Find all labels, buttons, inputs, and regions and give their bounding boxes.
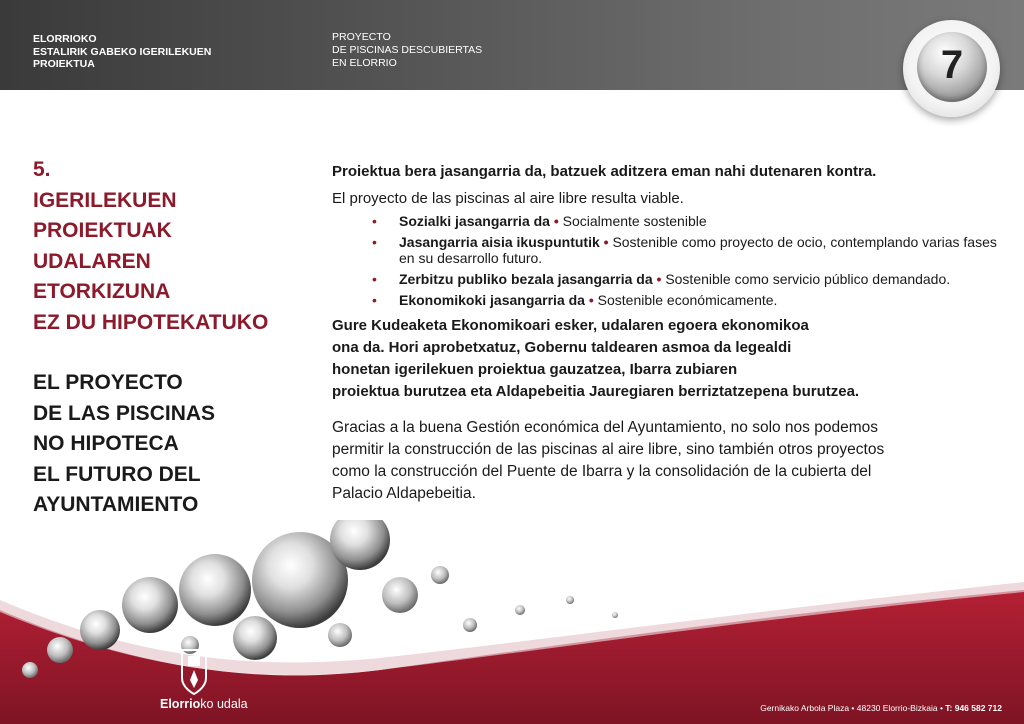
lead-bold: Proiektua bera jasangarria da, batzuek aditzera eman nahi dutenaren kontra. — [332, 163, 877, 180]
paragraph-line: como la construcción del Puente de Ibarra y la consolidación de la cubierta del — [332, 463, 872, 480]
page-number-badge — [903, 20, 1000, 117]
title-line: PROIEKTUAK — [33, 219, 172, 242]
section-title-spanish — [33, 368, 215, 521]
list-item — [332, 213, 1002, 229]
separator-dot: • — [656, 271, 666, 287]
title-line: IGERILEKUEN — [33, 188, 177, 212]
bullet-icon: • — [372, 234, 377, 250]
bubble — [80, 610, 120, 650]
bubble — [431, 566, 449, 584]
paragraph-line: proiektua burutzea eta Aldapebeitia Jauregiaren berriztatzepena burutzea. — [332, 383, 860, 400]
separator-dot: • — [553, 213, 563, 229]
bullet-normal: Socialmente sostenible — [562, 213, 707, 229]
list-item — [332, 234, 1002, 266]
bubble — [515, 605, 525, 615]
header-spanish-title — [332, 31, 482, 70]
title-line: EZ DU HIPOTEKATUKO — [33, 310, 269, 334]
header-left-line: ESTALIRIK GABEKO IGERILEKUEN — [33, 45, 212, 58]
bullet-normal: Sostenible como proyecto de ocio, contemplando varias fases en su desarrollo futuro. — [399, 234, 997, 266]
header-mid-line: PROYECTO — [332, 31, 391, 43]
bubble — [328, 623, 352, 647]
bubble — [47, 637, 73, 663]
bubble — [122, 577, 178, 633]
bullet-bold: Zerbitzu publiko bezala jasangarria da — [399, 271, 653, 287]
paragraph-line: ona da. Hori aprobetxatuz, Gobernu taldearen asmoa da legealdi — [332, 339, 792, 356]
separator-dot: • — [851, 703, 857, 713]
paragraph-line: Gure Kudeaketa Ekonomikoari esker, udalaren egoera ekonomikoa — [332, 317, 809, 334]
separator-dot: • — [603, 234, 613, 250]
bubble — [22, 662, 38, 678]
paragraph-line: Gracias a la buena Gestión económica del Ayuntamiento, no solo nos podemos — [332, 419, 878, 436]
main-content — [332, 162, 1002, 505]
bubble — [179, 554, 251, 626]
footer-address-postcode: 48230 Elorrio-Bizkaia — [856, 703, 938, 713]
bullet-bold: Jasangarria aisia ikuspuntutik — [399, 234, 600, 250]
separator-dot: • — [939, 703, 946, 713]
bubble — [382, 577, 418, 613]
bullet-normal: Sostenible económicamente. — [597, 292, 778, 308]
list-item — [332, 271, 1002, 287]
header-left-line: ELORRIOKO — [33, 33, 97, 45]
title-line: 5. — [33, 158, 51, 181]
title-line: AYUNTAMIENTO — [33, 493, 199, 516]
basque-paragraph — [332, 315, 1002, 403]
bubble — [463, 618, 477, 632]
header-bar — [0, 0, 1024, 90]
title-line: DE LAS PISCINAS — [33, 401, 216, 425]
bubble — [566, 596, 574, 604]
bullet-icon: • — [372, 271, 377, 287]
separator-dot: • — [588, 292, 598, 308]
page-number: 7 — [940, 43, 964, 87]
header-basque-title — [33, 33, 211, 71]
logo-label — [160, 697, 248, 711]
page-number-ball — [917, 32, 987, 102]
paragraph-line: honetan igerilekuen proiektua gauzatzea, Ibarra zubiaren — [332, 361, 738, 378]
footer-address-street: Gernikako Arbola Plaza — [760, 703, 850, 713]
title-line: ETORKIZUNA — [33, 280, 171, 303]
list-item — [332, 292, 1002, 308]
title-line: EL FUTURO DEL — [33, 462, 201, 486]
paragraph-line: Palacio Aldapebeitia. — [332, 485, 476, 502]
header-mid-line: DE PISCINAS DESCUBIERTAS — [332, 44, 483, 56]
bullet-list — [332, 213, 1002, 308]
section-title-basque — [33, 155, 268, 338]
footer-address — [760, 703, 1002, 713]
footer-decoration — [0, 520, 1024, 724]
logo-normal: ko udala — [200, 697, 248, 711]
bubble — [612, 612, 618, 618]
spanish-paragraph — [332, 417, 1002, 505]
bullet-bold: Ekonomikoki jasangarria da — [399, 292, 585, 308]
bullet-normal: Sostenible como servicio público demandado. — [665, 271, 951, 287]
header-mid-line: EN ELORRIO — [332, 57, 397, 69]
title-line: UDALAREN — [33, 249, 151, 273]
bullet-icon: • — [372, 292, 377, 308]
footer-phone: T: 946 582 712 — [945, 703, 1002, 713]
title-line: EL PROYECTO — [33, 371, 183, 394]
header-left-line: PROIEKTUA — [33, 58, 95, 70]
paragraph-line: permitir la construcción de las piscinas al aire libre, sino también otros proyectos — [332, 441, 885, 458]
logo-bold: Elorrio — [160, 697, 201, 711]
title-line: NO HIPOTECA — [33, 432, 179, 455]
bullet-bold: Sozialki jasangarria da — [399, 213, 550, 229]
lead-normal: El proyecto de las piscinas al aire libre resulta viable. — [332, 190, 684, 207]
bullet-icon: • — [372, 213, 377, 229]
